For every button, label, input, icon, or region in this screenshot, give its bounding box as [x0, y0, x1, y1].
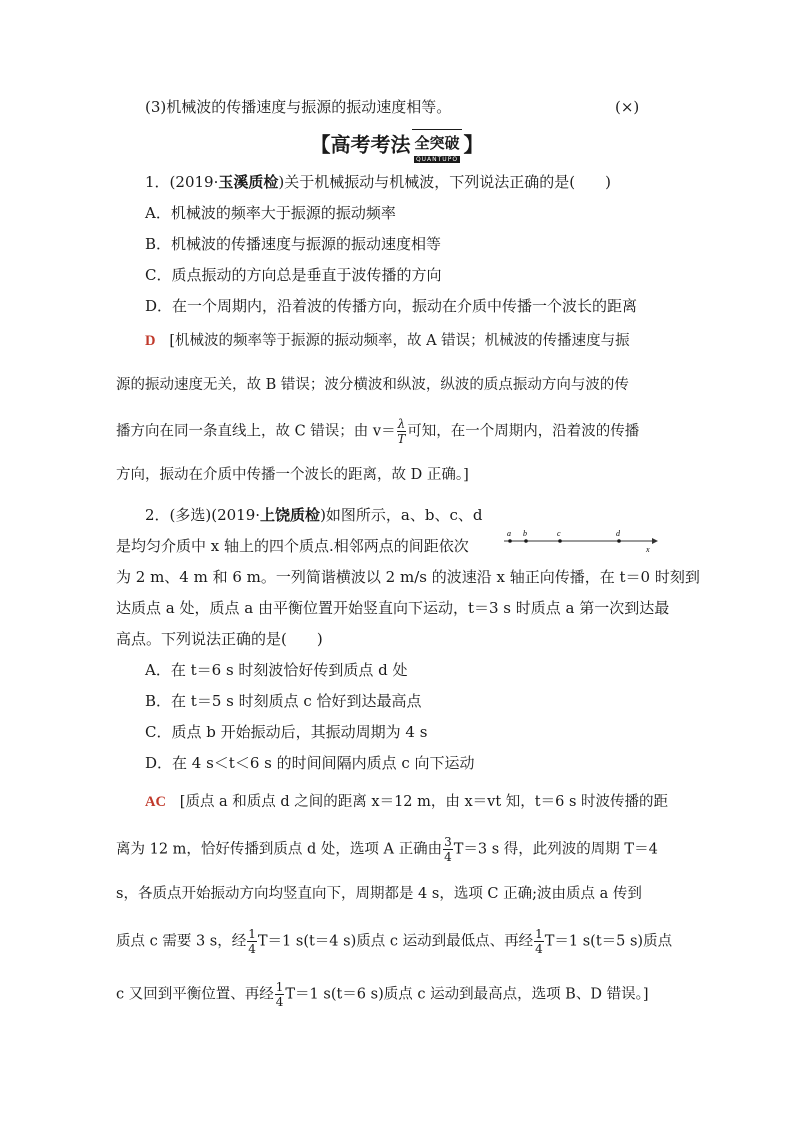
q2-exp-l5a: c 又回到平衡位置、再经: [116, 986, 274, 1003]
q2-q-num-b: 1: [535, 927, 543, 941]
q1-option-d: D．在一个周期内，沿着波的传播方向，振动在介质中传播一个波长的距离: [145, 297, 638, 315]
intro-mark: (×): [615, 98, 640, 116]
q2-fraction-1-4-b: [534, 928, 544, 955]
q2-explanation-line2: [116, 836, 658, 863]
q2-frac-num: 3: [444, 835, 452, 849]
q2-option-a: A．在 t＝6 s 时刻波恰好传到质点 d 处: [145, 661, 408, 679]
q2-stem-line1: [145, 505, 482, 525]
q2-fraction-1-4-c: [275, 981, 285, 1008]
q1-stem-suffix: )关于机械振动与机械波，下列说法正确的是( ): [278, 173, 611, 191]
q2-q-num-c: 1: [275, 980, 284, 994]
q1-fraction: [397, 418, 407, 445]
intro-statement: (3)机械波的传播速度与振源的振动速度相等。: [145, 98, 452, 116]
q2-fraction-1-4-a: [247, 928, 257, 955]
heading-bracket-right: 】: [463, 132, 484, 157]
q2-exp-l1: [质点 a 和质点 d 之间的距离 x＝12 m，由 x＝vt 知，t＝6 s 时波传播的距: [179, 794, 669, 810]
section-heading: [0, 129, 794, 163]
point-d: [617, 539, 621, 543]
q2-fraction-3-4: [443, 836, 453, 863]
heading-badge-sub: QUANTUPO: [415, 156, 459, 163]
q1-explanation-line1: [145, 331, 630, 351]
q2-option-b: B．在 t＝5 s 时刻质点 c 恰好到达最高点: [145, 692, 422, 710]
q1-explanation-line4: 方向，振动在介质中传播一个波长的距离，故 D 正确。]: [116, 467, 469, 483]
heading-badge-text: 全突破: [414, 134, 460, 152]
q1-option-a: A．机械波的频率大于振源的振动频率: [145, 204, 396, 222]
point-a: [508, 539, 512, 543]
q2-l1-prefix: 2．(多选)(2019·: [145, 506, 261, 524]
q2-stem-line2: 是均匀介质中 x 轴上的四个质点.相邻两点的间距依次: [116, 537, 469, 555]
q2-exp-l5b: T＝1 s(t＝6 s)质点 c 运动到最高点，选项 B、D 错误。]: [285, 986, 649, 1003]
q2-exp-l4c: T＝1 s(t＝5 s)质点: [544, 933, 673, 950]
q2-l1-suffix: )如图所示，a、b、c、d: [320, 506, 483, 524]
q2-q-den-c: 4: [275, 995, 284, 1009]
heading-bracket-left: 【: [310, 132, 331, 157]
q2-exp-l2a: 离为 12 m，恰好传播到质点 d 处，选项 A 正确由: [116, 841, 443, 858]
point-b: [524, 539, 528, 543]
q1-exp-l1: [机械波的频率等于振源的振动频率，故 A 错误；机械波的传播速度与振: [169, 333, 630, 349]
label-b: b: [523, 529, 527, 538]
q2-option-c: C．质点 b 开始振动后，其振动周期为 4 s: [145, 723, 428, 741]
q2-q-den-b: 4: [535, 942, 543, 956]
q2-exp-l4b: T＝1 s(t＝4 s)质点 c 运动到最低点、再经: [257, 933, 534, 950]
q2-axis-figure: [500, 526, 665, 556]
q1-frac-den: T: [397, 432, 406, 446]
q1-explanation-line2: 源的振动速度无关，故 B 错误；波分横波和纵波，纵波的质点振动方向与波的传: [116, 377, 629, 393]
q1-option-c: C．质点振动的方向总是垂直于波传播的方向: [145, 266, 442, 284]
q2-exp-l2b: T＝3 s 得，此列波的周期 T＝4: [453, 841, 658, 858]
point-c: [558, 539, 562, 543]
q1-option-b: B．机械波的传播速度与振源的振动速度相等: [145, 235, 442, 253]
label-x: x: [646, 545, 650, 554]
q2-exp-l4a: 质点 c 需要 3 s，经: [116, 933, 247, 950]
label-d: d: [616, 529, 620, 538]
q1-source: 玉溪质检: [218, 173, 279, 191]
q1-answer: D: [145, 333, 156, 349]
q1-exp-l3b: 可知，在一个周期内，沿着波的传播: [407, 423, 640, 440]
q1-exp-l3a: 播方向在同一条直线上，故 C 错误；由 v＝: [116, 423, 396, 440]
x-axis-arrow: [652, 538, 658, 544]
q1-frac-num: λ: [397, 417, 406, 431]
label-a: a: [507, 529, 511, 538]
q1-stem-prefix: 1．(2019·: [145, 173, 219, 191]
label-c: c: [557, 529, 561, 538]
q2-stem-line4: 达质点 a 处，质点 a 由平衡位置开始竖直向下运动，t＝3 s 时质点 a 第一次到达最: [116, 599, 670, 617]
q2-q-den-a: 4: [248, 942, 256, 956]
q1-stem: [145, 172, 611, 192]
q2-option-d: D．在 4 s＜t＜6 s 的时间间隔内质点 c 向下运动: [145, 754, 475, 772]
q2-answer: AC: [145, 794, 166, 810]
q2-frac-den: 4: [444, 850, 452, 864]
q2-explanation-line3: s，各质点开始振动方向均竖直向下，周期都是 4 s，选项 C 正确;波由质点 a 传到: [116, 886, 642, 902]
q2-explanation-line4: [116, 928, 672, 955]
heading-title: 高考考法: [330, 132, 411, 157]
q2-q-num-a: 1: [248, 927, 256, 941]
q2-stem-line3: 为 2 m、4 m 和 6 m。一列简谐横波以 2 m/s 的波速沿 x 轴正向传播，在 t＝0 时刻到: [116, 568, 700, 586]
q1-explanation-line3: [116, 418, 639, 445]
q2-source: 上饶质检: [260, 506, 321, 524]
heading-badge: [412, 129, 461, 163]
q2-stem-line5: 高点。下列说法正确的是( ): [116, 630, 323, 648]
q2-explanation-line5: [116, 981, 648, 1008]
q2-explanation-line1: [145, 792, 668, 812]
